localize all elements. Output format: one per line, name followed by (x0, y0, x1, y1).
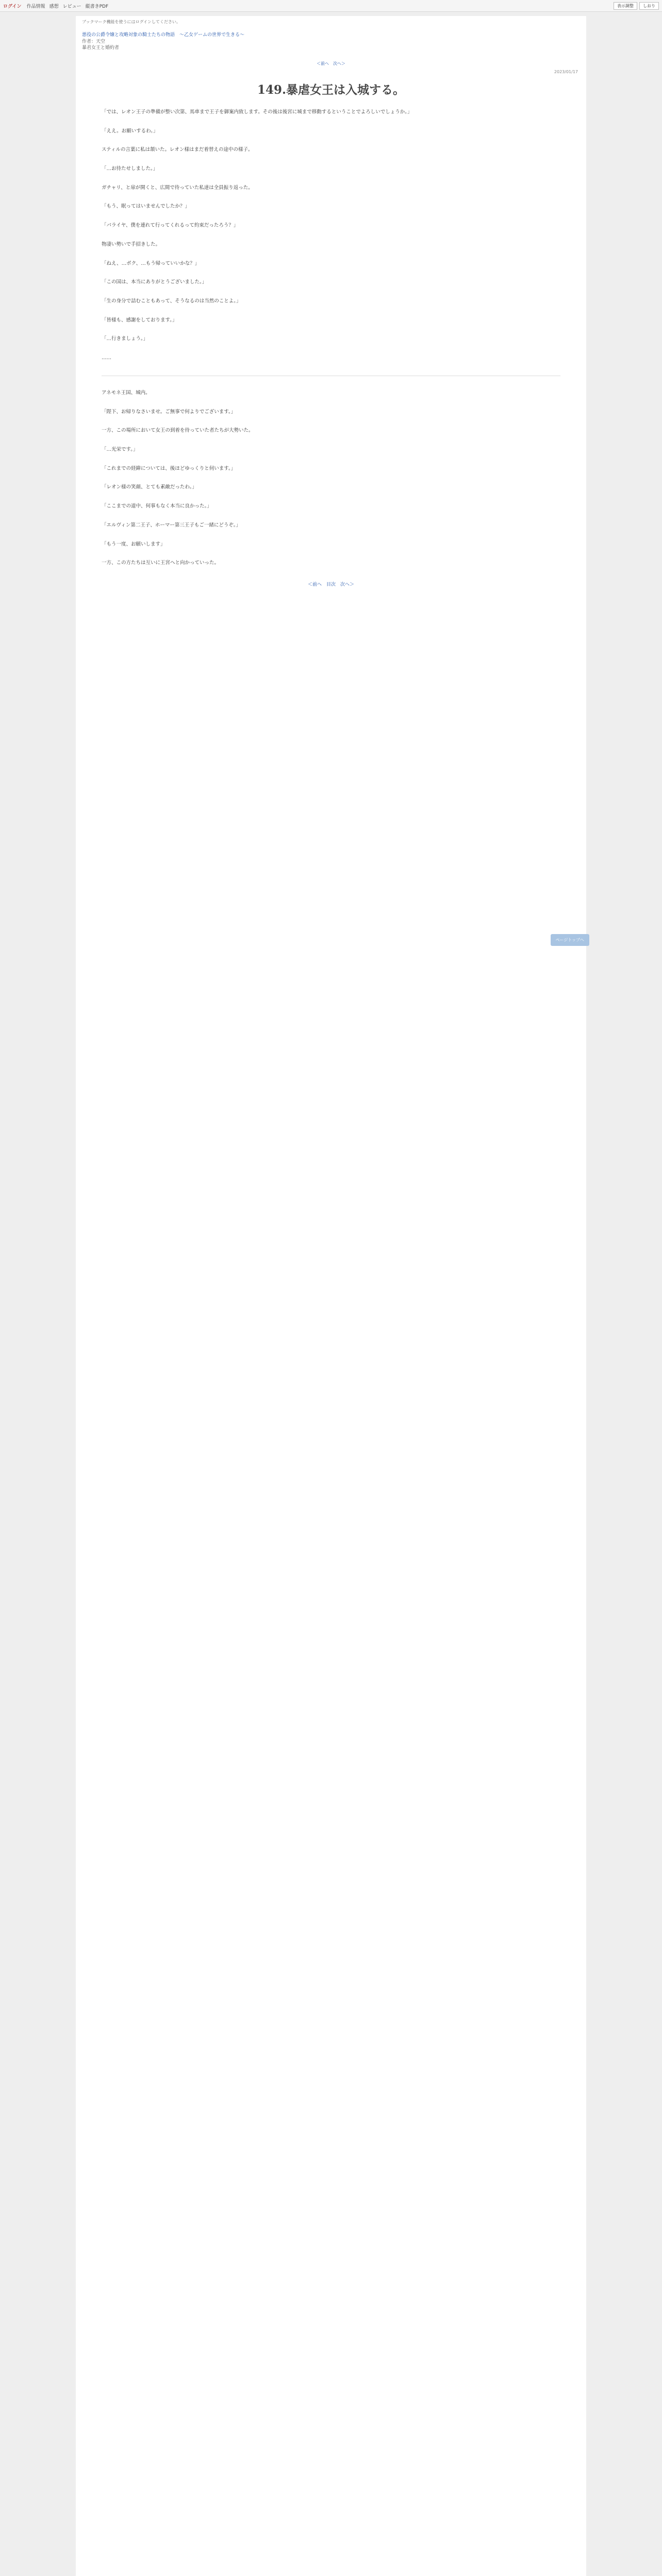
paragraph: 「…光栄です。」 (102, 447, 138, 452)
paragraph: 「…お待たせしました。」 (102, 165, 158, 172)
paragraph: …… (102, 355, 111, 361)
series-info (76, 25, 586, 52)
paragraph: 物凄い勢いで手招きした。 (102, 241, 161, 247)
paragraph: 「もう、眠ってはいませんでしたか？」 (102, 204, 190, 210)
series-sub: 暴君女王と婚約者 (82, 45, 120, 51)
page-top-button[interactable]: ページトップへ (551, 934, 589, 946)
paragraph: 「陛下、お帰りなさいませ。ご無事で何よりでございます。」 (102, 409, 236, 415)
paragraph: 「…行きましょう。」 (102, 336, 148, 342)
paragraph: 「この国は、本当にありがとうございました。」 (102, 279, 207, 285)
login-notice: ブックマーク機能を使うにはログインしてください。 (82, 20, 181, 24)
chapter-title: 149.暴虐女王は入城する。 (257, 82, 405, 97)
topbar-right (614, 2, 659, 10)
chapter-nav-top[interactable]: ＜前へ 次へ＞ (317, 61, 345, 66)
paragraph: 「では、レオン王子の準備が整い次第、馬車まで王子を御案内致します。その後は後宮に城まで移動するということでよろしいでしょうか。」 (102, 109, 412, 115)
chapter-body (76, 109, 586, 567)
paragraph: 「生の身分で詰むこともあって、そうなるのは当然のことよ。」 (102, 298, 241, 304)
paragraph: 「レオン様の笑顔、とても素敵だったわ。」 (102, 484, 197, 490)
paragraph: 「ええ。お願いするわ。」 (102, 128, 158, 134)
publish-date: 2023/01/17 (554, 69, 578, 74)
chapter-nav-bottom[interactable]: ＜前へ 目次 次へ＞ (307, 582, 354, 588)
paragraph: 一方、この場所において女王の到着を待っていた者たちが大勢いた。 (102, 428, 254, 434)
bookmark-button[interactable]: しおり (639, 2, 659, 10)
author: 作者：天空 (82, 39, 106, 44)
paragraph: 「これまでの経緯については、後ほどゆっくりと伺います。」 (102, 465, 236, 471)
nav-link-impressions[interactable]: 感想 (49, 4, 59, 9)
content-sheet (76, 16, 586, 2576)
series-title[interactable]: 悪役の公爵令嬢と攻略対象の騎士たちの物語 〜乙女ゲームの世界で生きる〜 (82, 32, 245, 38)
nav-link-review[interactable]: レビュー (62, 4, 81, 9)
paragraph: 「もう一度、お願いします」 (102, 541, 166, 547)
paragraph: スティルの言葉に私は頷いた。レオン様はまだ着替えの途中の様子。 (102, 147, 253, 153)
paragraph: アネモネ王国、城内。 (102, 389, 151, 396)
paragraph: ガチャリ、と扉が開くと、広間で待っていた私達は全員振り返った。 (102, 184, 253, 191)
display-settings-button[interactable]: 表示調整 (614, 2, 637, 10)
nav-link-pdf[interactable]: 縦書きPDF (85, 4, 109, 9)
paragraph: 「エルヴィン第二王子、ホーマー第三王子もご一緒にどうぞ。」 (102, 522, 241, 528)
paragraph: 「皆様も、感謝をしております。」 (102, 317, 177, 323)
paragraph: 「パライヤ、僕を連れて行ってくれるって約束だったろう？」 (102, 223, 239, 229)
nav-link-info[interactable]: 作品情報 (26, 4, 45, 9)
paragraph: 「ここまでの道中、何事もなく本当に良かった。」 (102, 503, 212, 510)
paragraph: 一方、この方たちは互いに王宮へと向かっていった。 (102, 560, 220, 566)
login-link[interactable]: ログイン (3, 4, 22, 9)
paragraph: 「ねえ、…ボク、…もう帰っていいかな？」 (102, 260, 200, 266)
top-bar (0, 0, 662, 12)
